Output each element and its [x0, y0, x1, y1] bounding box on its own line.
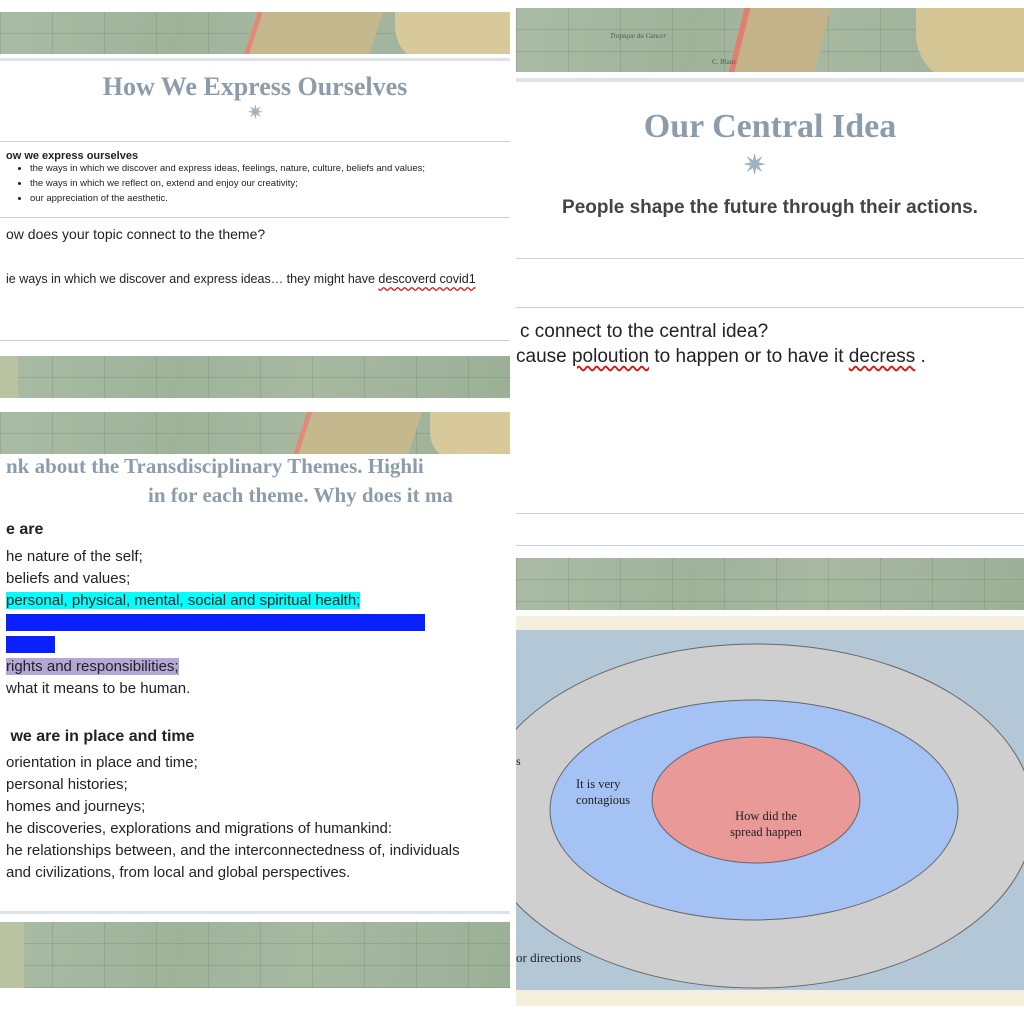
map-landmass [395, 12, 510, 54]
list-item: what it means to be human. [6, 680, 191, 697]
map-landmass [0, 356, 18, 398]
divider [516, 513, 1024, 514]
question-text: ow does your topic connect to the theme? [6, 226, 266, 242]
answer-text [6, 272, 476, 286]
map-banner-top [516, 558, 1024, 610]
list-item: he nature of the self; [6, 548, 143, 565]
misspelled-word: descoverd covid1 [378, 272, 476, 286]
map-banner-top [516, 8, 1024, 72]
misspelled-word: poloution [571, 346, 650, 367]
answer-prefix: ie ways in which we discover and express ideas… they might have [6, 272, 379, 286]
list-item: ultures; [6, 636, 56, 653]
list-item: • the ways in which we discover and express ideas, feelings, nature, culture, beliefs and values; [30, 163, 510, 175]
map-banner-bottom [0, 356, 510, 398]
panel-circle-map [516, 552, 1024, 1024]
map-landmass [726, 8, 832, 72]
divider [516, 307, 1024, 308]
slide-title: Our Central Idea [643, 108, 897, 145]
answer-fragment: to happen or to have it [649, 346, 849, 367]
section-heading: we are in place and time [6, 728, 195, 745]
question-text: c connect to the central idea? [520, 321, 769, 342]
compass-star-icon: ✷ [247, 100, 264, 124]
list-item: rights and responsibilities; [6, 658, 179, 675]
answer-text [516, 346, 926, 368]
slide-title-line1: nk about the Transdisciplinary Themes. Highli [6, 454, 424, 478]
theme-list [6, 752, 506, 884]
outer-circle-text: s [516, 754, 521, 768]
misspelled-word: decress [848, 346, 916, 367]
map-label: Tropique du Cancer [610, 32, 667, 40]
list-item: and civilizations, from local and global perspectives. [6, 864, 351, 881]
list-item: he relationships between, and the interconnectedness of, individuals [6, 842, 460, 859]
slide-title: How We Express Ourselves [102, 72, 408, 101]
list-item: personal, physical, mental, social and spiritual health; [6, 592, 361, 609]
divider [516, 78, 1024, 82]
theme-bullet-list [6, 163, 510, 208]
map-landmass [916, 8, 1024, 72]
divider [0, 58, 510, 61]
slide-title-line2: in for each theme. Why does it ma [148, 483, 453, 507]
panel-how-we-express [0, 0, 510, 400]
theme-list [6, 546, 506, 700]
map-landmass [0, 922, 24, 988]
list-item: orientation in place and time; [6, 754, 198, 771]
list-item: uman relationships including families, friends, communities and [6, 614, 426, 631]
inner-circle [652, 737, 860, 863]
divider [0, 911, 510, 914]
map-landmass [291, 412, 424, 454]
map-banner-bottom [0, 922, 510, 988]
map-landmass [240, 12, 384, 54]
panel-transdisciplinary-themes [0, 406, 510, 1024]
list-item: beliefs and values; [6, 570, 131, 587]
list-item: homes and journeys; [6, 798, 146, 815]
list-item: personal histories; [6, 776, 128, 793]
divider [0, 340, 510, 341]
divider [516, 545, 1024, 546]
middle-circle-text: It is very contagious [576, 777, 631, 807]
divider [516, 258, 1024, 259]
list-item: he discoveries, explorations and migrations of humankind: [6, 820, 393, 837]
panel-central-idea [516, 0, 1024, 548]
diagram-frame [516, 616, 1024, 1006]
footer-text: or directions [516, 950, 582, 965]
inner-circle-text: How did the spread happen [730, 809, 802, 839]
answer-fragment: . [915, 346, 926, 367]
central-idea-statement: People shape the future through their actions. [562, 197, 978, 218]
map-banner-top [0, 412, 510, 454]
map-banner-top [0, 12, 510, 54]
diagram-background [516, 630, 1024, 990]
divider [0, 141, 510, 142]
map-landmass [430, 412, 510, 454]
answer-fragment: cause [516, 346, 572, 367]
list-item: • the ways in which we reflect on, extend and enjoy our creativity; [30, 178, 510, 190]
compass-star-icon: ✷ [742, 148, 768, 183]
list-item: • our appreciation of the aesthetic. [30, 193, 510, 205]
section-heading: e are [6, 521, 44, 538]
map-label: C. Blanc [712, 58, 737, 66]
theme-heading: ow we express ourselves [6, 150, 139, 162]
divider [0, 217, 510, 218]
